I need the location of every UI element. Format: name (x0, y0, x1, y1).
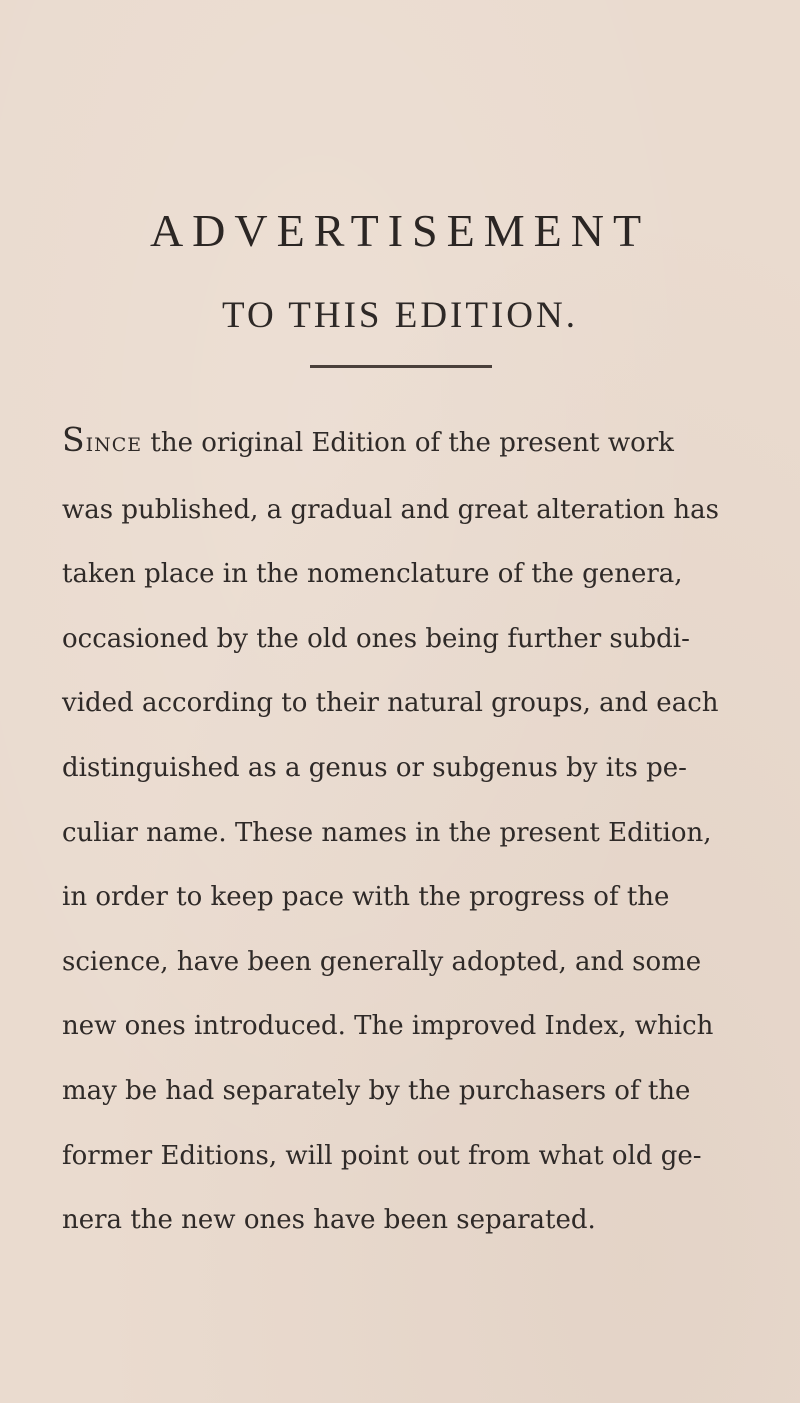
initial-capital: S (62, 420, 86, 459)
paragraph-line: was published, a gradual and great alteration has (62, 494, 719, 525)
paragraph-line (62, 408, 674, 478)
paragraph-line: former Editions, will point out from what old ge- (62, 1140, 702, 1171)
divider-rule (310, 365, 492, 368)
paragraph-line: taken place in the nomenclature of the genera, (62, 559, 683, 590)
paragraph-line: occasioned by the old ones being further subdi- (62, 623, 690, 654)
initial-word-smallcaps: INCE (85, 434, 143, 456)
paragraph-line: science, have been generally adopted, and some (62, 946, 702, 977)
paragraph-line: may be had separately by the purchasers of the (62, 1075, 691, 1106)
paragraph-line: in order to keep pace with the progress of the (62, 882, 670, 913)
page-subtitle: TO THIS EDITION. (222, 295, 578, 336)
paragraph-line: nera the new ones have been separated. (62, 1205, 596, 1236)
paragraph-line-text: the original Edition of the present work (142, 428, 674, 458)
body-paragraph (62, 408, 719, 1253)
paragraph-line: distinguished as a genus or subgenus by its pe- (62, 752, 687, 783)
paragraph-line: vided according to their natural groups, and each (62, 688, 719, 719)
paragraph-line: new ones introduced. The improved Index, which (62, 1011, 714, 1042)
paragraph-line: culiar name. These names in the present Edition, (62, 817, 712, 848)
page-title: ADVERTISEMENT (149, 205, 651, 256)
